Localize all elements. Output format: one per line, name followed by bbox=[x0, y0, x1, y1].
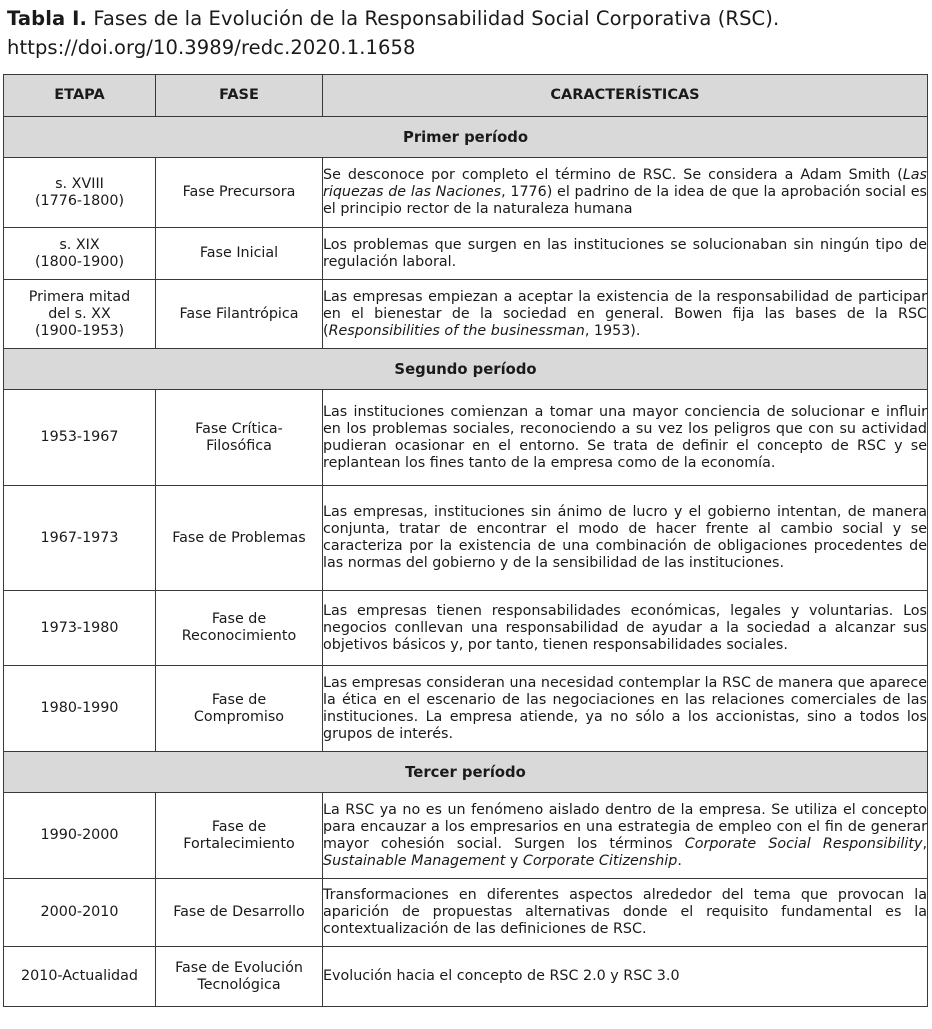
caracteristicas-cell bbox=[323, 158, 928, 228]
table-row bbox=[4, 947, 928, 1007]
fase-text: Filosófica bbox=[206, 437, 272, 454]
fase-cell bbox=[156, 591, 323, 666]
description-text: Las empresas empiezan a aceptar la existencia de la responsabilidad de participar en el bienestar de la sociedad en general. Bowen fija las bases de la RSC ( bbox=[323, 288, 927, 339]
description-text: Las empresas, instituciones sin ánimo de lucro y el gobierno intentan, de manera conjunta, tratar de encontrar el modo de hacer frente al cambio social y se caracteriza por la existencia de una combinación de obligaciones procedentes de las normas del gobierno y de la sensibilidad de las instituciones. bbox=[323, 504, 927, 571]
etapa-text: 1973-1980 bbox=[40, 619, 119, 636]
description-text: Transformaciones en diferentes aspectos alrededor del tema que provocan la aparición de propuestas alternativas donde el requisito fundamental es la contextualización de las definiciones de RSC. bbox=[323, 887, 927, 937]
etapa-cell bbox=[4, 666, 156, 752]
caracteristicas-cell bbox=[323, 390, 928, 486]
description-text: Las empresas consideran una necesidad contemplar la RSC de manera que aparece la ética en el escenario de las negociaciones en las relaciones comerciales de las instituciones. La empresa atiende, ya no sólo a los accionistas, sino a todos los grupos de interés. bbox=[323, 674, 927, 742]
caption-title: Fases de la Evolución de la Responsabilidad Social Corporativa (RSC). bbox=[93, 7, 780, 30]
etapa-text: 2010-Actualidad bbox=[21, 968, 138, 984]
fase-text: Fase Precursora bbox=[182, 184, 296, 200]
etapa-cell bbox=[4, 591, 156, 666]
caracteristicas-cell bbox=[323, 879, 928, 947]
table-row bbox=[4, 879, 928, 947]
fase-cell bbox=[156, 280, 323, 349]
etapa-text: del s. XX bbox=[48, 305, 111, 322]
description-text: , 1776) el padrino de la idea de que la aprobación social es el principio rector de la naturaleza humana bbox=[323, 184, 927, 217]
rsc-phases-table bbox=[3, 74, 928, 1007]
etapa-text: (1776-1800) bbox=[34, 192, 125, 209]
description-text: Se desconoce por completo el término de RSC. Se considera a Adam Smith ( bbox=[323, 167, 903, 183]
etapa-text: 1980-1990 bbox=[40, 700, 119, 716]
table-caption bbox=[7, 4, 927, 62]
period-heading: Segundo período bbox=[4, 349, 928, 390]
fase-text: Fase de bbox=[211, 818, 267, 835]
table-row bbox=[4, 280, 928, 349]
fase-cell bbox=[156, 793, 323, 879]
caption-doi: https://doi.org/10.3989/redc.2020.1.1658 bbox=[7, 36, 416, 59]
table-row bbox=[4, 591, 928, 666]
fase-text: Fase de Desarrollo bbox=[173, 904, 305, 920]
fase-text: Fase de Evolución bbox=[175, 959, 303, 976]
fase-text: Fase de bbox=[211, 611, 267, 627]
fase-text: Fase Inicial bbox=[199, 245, 279, 261]
caracteristicas-cell bbox=[323, 591, 928, 666]
fase-cell bbox=[156, 390, 323, 486]
etapa-cell bbox=[4, 879, 156, 947]
caption-lead: Tabla I. bbox=[7, 7, 87, 30]
period-row bbox=[4, 752, 928, 793]
fase-cell bbox=[156, 947, 323, 1007]
etapa-text: s. XVIII bbox=[55, 175, 104, 192]
description-text: La RSC ya no es un fenómeno aislado dentro de la empresa. Se utiliza el concepto para encauzar a los empresarios en una estrategia de empleo con el fin de generar mayor cohesión social. Surgen los términos bbox=[323, 801, 927, 852]
work-title-text: Corporate Social Responsibility bbox=[684, 835, 923, 852]
table-row bbox=[4, 666, 928, 752]
description-text: Evolución hacia el concepto de RSC 2.0 y RSC 3.0 bbox=[323, 968, 680, 984]
description-text: . bbox=[677, 852, 682, 869]
fase-text: Fase de bbox=[211, 691, 267, 708]
table-row bbox=[4, 158, 928, 228]
description-text: , bbox=[922, 835, 927, 852]
fase-text: Fase Filantrópica bbox=[179, 305, 299, 322]
fase-text: Reconocimiento bbox=[181, 628, 297, 644]
fase-cell bbox=[156, 228, 323, 280]
period-row bbox=[4, 349, 928, 390]
etapa-cell bbox=[4, 390, 156, 486]
column-header-fase: FASE bbox=[156, 75, 323, 117]
table-row bbox=[4, 793, 928, 879]
etapa-cell bbox=[4, 947, 156, 1007]
column-header-etapa: ETAPA bbox=[4, 75, 156, 117]
etapa-cell bbox=[4, 486, 156, 591]
fase-cell bbox=[156, 879, 323, 947]
table-row bbox=[4, 390, 928, 486]
etapa-cell bbox=[4, 793, 156, 879]
etapa-text: 1953-1967 bbox=[40, 429, 119, 445]
etapa-cell bbox=[4, 280, 156, 349]
fase-text: Fase Crítica- bbox=[195, 420, 283, 437]
etapa-text: 1990-2000 bbox=[40, 827, 119, 843]
table-row bbox=[4, 486, 928, 591]
table-row bbox=[4, 228, 928, 280]
caracteristicas-cell bbox=[323, 228, 928, 280]
description-text: y bbox=[505, 852, 523, 869]
work-title-text: Sustainable Management bbox=[323, 852, 506, 869]
etapa-text: Primera mitad bbox=[28, 288, 131, 305]
etapa-text: (1800-1900) bbox=[34, 253, 125, 270]
description-text: Las instituciones comienzan a tomar una mayor conciencia de solucionar e influir en los problemas sociales, reconociendo a su vez los peligros que con su actividad pudieran ocasionar en el entorno. Se trata de definir el concepto de RSC y se replantean los fines tanto de la empresa como de la economía. bbox=[323, 403, 927, 471]
etapa-cell bbox=[4, 228, 156, 280]
fase-text: Fortalecimiento bbox=[183, 835, 295, 852]
work-title-text: Responsibilities of the businessman bbox=[328, 322, 585, 339]
fase-cell bbox=[156, 158, 323, 228]
period-heading: Primer período bbox=[4, 117, 928, 158]
work-title-text: Corporate Citizenship bbox=[522, 852, 678, 869]
caracteristicas-cell bbox=[323, 947, 928, 1007]
fase-cell bbox=[156, 486, 323, 591]
fase-cell bbox=[156, 666, 323, 752]
etapa-text: 2000-2010 bbox=[40, 904, 119, 920]
etapa-text: s. XIX bbox=[59, 236, 100, 253]
etapa-text: (1900-1953) bbox=[34, 322, 125, 339]
caracteristicas-cell bbox=[323, 793, 928, 879]
column-header-caracteristicas: CARACTERÍSTICAS bbox=[323, 75, 928, 117]
caracteristicas-cell bbox=[323, 666, 928, 752]
etapa-cell bbox=[4, 158, 156, 228]
period-heading: Tercer período bbox=[4, 752, 928, 793]
fase-text: Compromiso bbox=[193, 708, 285, 725]
caracteristicas-cell bbox=[323, 486, 928, 591]
header-row bbox=[4, 75, 928, 117]
period-row bbox=[4, 117, 928, 158]
caracteristicas-cell bbox=[323, 280, 928, 349]
etapa-text: 1967-1973 bbox=[40, 529, 119, 546]
description-text: Los problemas que surgen en las instituciones se solucionaban sin ningún tipo de regulación laboral. bbox=[323, 236, 927, 270]
work-title-text: Las riquezas de las Naciones bbox=[323, 167, 927, 200]
fase-text: Fase de Problemas bbox=[172, 529, 306, 546]
description-text: Las empresas tienen responsabilidades económicas, legales y voluntarias. Los negocios conllevan una responsabilidad de ayudar a la sociedad a alcanzar sus objetivos básicos y, por tanto, tienen responsabilidades sociales. bbox=[323, 602, 927, 653]
fase-text: Tecnológica bbox=[197, 976, 281, 993]
description-text: , 1953). bbox=[584, 322, 641, 339]
